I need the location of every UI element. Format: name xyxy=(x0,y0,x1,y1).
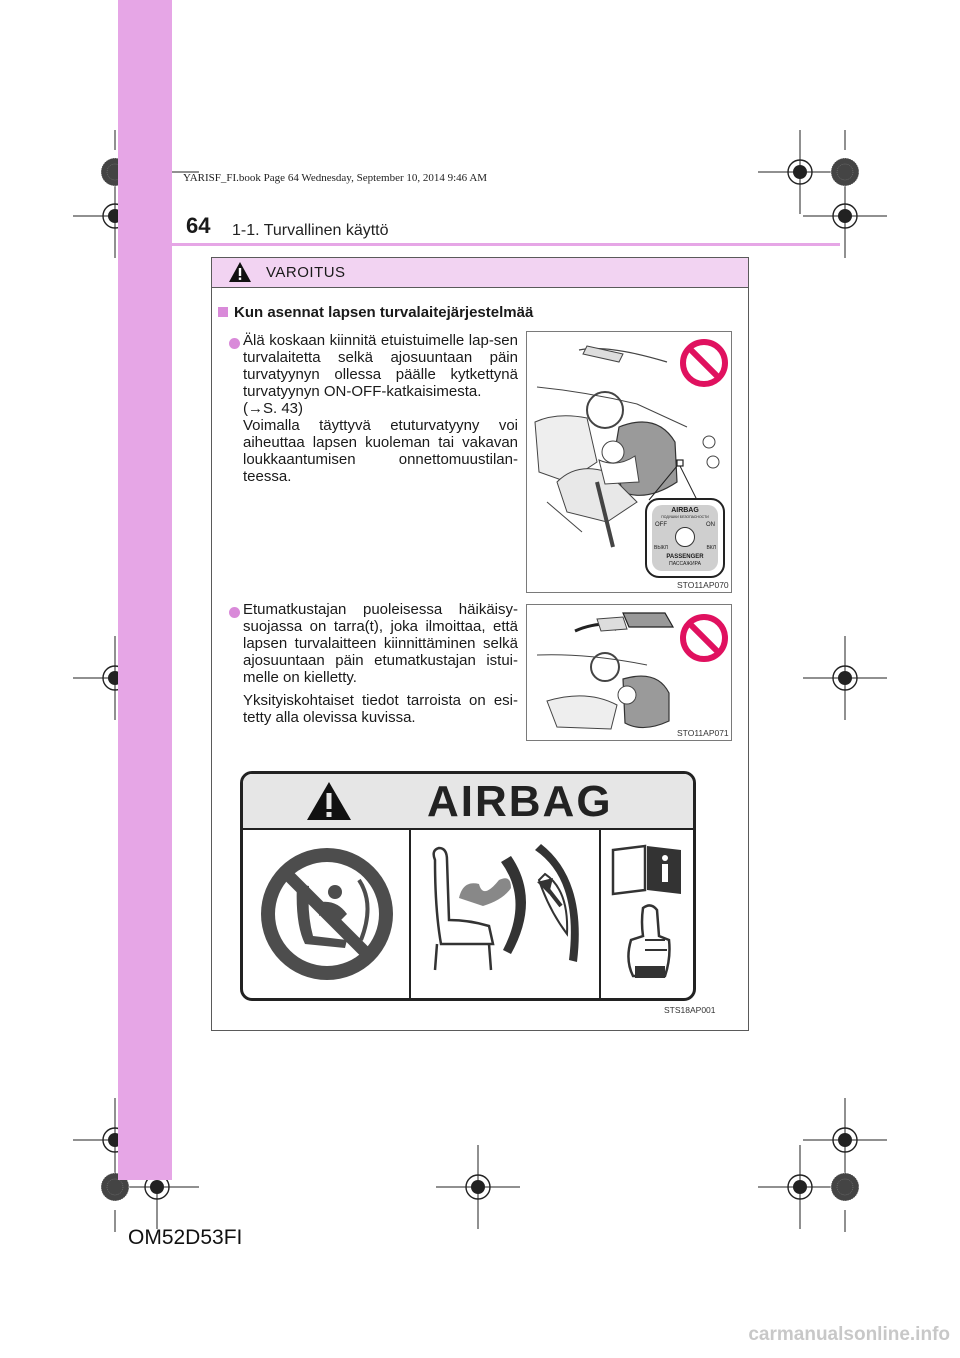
prohibition-sign-icon xyxy=(679,613,729,663)
bullet-icon xyxy=(229,338,240,349)
switch-passenger: PASSENGER xyxy=(666,554,704,560)
warning-heading xyxy=(218,304,533,321)
figure-rear-facing-seat xyxy=(526,331,732,593)
warning-header xyxy=(212,258,748,288)
switch-subtitle: ПОДУШКИ БЕЗОПАСНОСТИ xyxy=(661,515,709,519)
switch-title: AIRBAG xyxy=(671,507,699,514)
section-title: 1-1. Turvallinen käyttö xyxy=(232,222,389,239)
switch-on: ON xyxy=(706,522,715,528)
item2-text xyxy=(243,601,518,726)
warning-title: VAROITUS xyxy=(266,264,346,281)
label-header xyxy=(243,774,693,830)
airbag-switch-callout xyxy=(645,498,725,578)
figure-sun-visor-label xyxy=(526,604,732,741)
item1-page-ref: (→S. 43) xyxy=(243,400,304,417)
switch-passenger-ru: ПАССАЖИРА xyxy=(669,561,701,567)
warning-box xyxy=(211,257,749,1031)
figure-code: STO11AP070 xyxy=(677,580,729,590)
seat-airbag-deploy-icon xyxy=(419,840,591,990)
book-info-line: YARISF_FI.book Page 64 Wednesday, September 10, 2014 9:46 AM xyxy=(183,172,488,184)
item1-main-text: Älä koskaan kiinnitä etuistuimelle lap-sen turvalaitetta selkä ajosuuntaan päin turvatyynyn ollessa päälle kytkettynä turvatyynyn ON-OFF-katkaisimesta. xyxy=(243,332,518,400)
watermark: carmanualsonline.info xyxy=(748,1324,950,1345)
airbag-switch-panel xyxy=(652,505,718,571)
warning-heading-text: Kun asennat lapsen turvalaitejärjestelmää xyxy=(234,304,534,321)
read-manual-icon xyxy=(609,840,687,988)
label-divider xyxy=(599,828,601,1001)
figure-code: STO11AP071 xyxy=(677,728,729,738)
label-divider xyxy=(409,828,411,1001)
chapter-tab-band xyxy=(118,0,172,1180)
header-rule xyxy=(118,243,840,246)
item1-page-ref-text: S. 43 xyxy=(263,400,299,417)
warning-triangle-icon xyxy=(228,261,252,283)
ref-arrow-icon: → xyxy=(248,400,263,417)
prohibition-sign-icon xyxy=(679,338,729,388)
label-title: AIRBAG xyxy=(427,777,613,826)
item1-text xyxy=(243,332,518,485)
switch-on-ru: ВКЛ xyxy=(706,545,716,551)
bullet-icon xyxy=(229,607,240,618)
item2-second-text: Yksityiskohtaiset tiedot tarroista on esi-tetty alla olevissa kuvissa. xyxy=(243,692,518,726)
figure-code: STS18AP001 xyxy=(664,1005,716,1015)
warning-triangle-icon xyxy=(305,780,353,822)
switch-knob-icon xyxy=(675,527,695,547)
airbag-warning-label xyxy=(240,771,696,1001)
switch-off: OFF xyxy=(655,522,667,528)
page-number: 64 xyxy=(186,213,211,238)
square-bullet-icon xyxy=(218,307,228,317)
item1-second-text: Voimalla täyttyvä etuturvatyyny voi aiheuttaa lapsen kuoleman tai vakavan loukkaantumisen onnettomuustilan-teessa. xyxy=(243,417,518,485)
no-child-seat-icon xyxy=(257,844,397,984)
switch-off-ru: ВЫКЛ xyxy=(654,545,668,551)
item2-main-text: Etumatkustajan puoleisessa häikäisy-suojassa on tarra(t), joka ilmoittaa, että lapsen turvalaitteen kiinnittäminen selkä ajosuuntaan päin etumatkustajan istui-melle on kielletty. xyxy=(243,601,518,686)
document-code: OM52D53FI xyxy=(128,1226,243,1249)
